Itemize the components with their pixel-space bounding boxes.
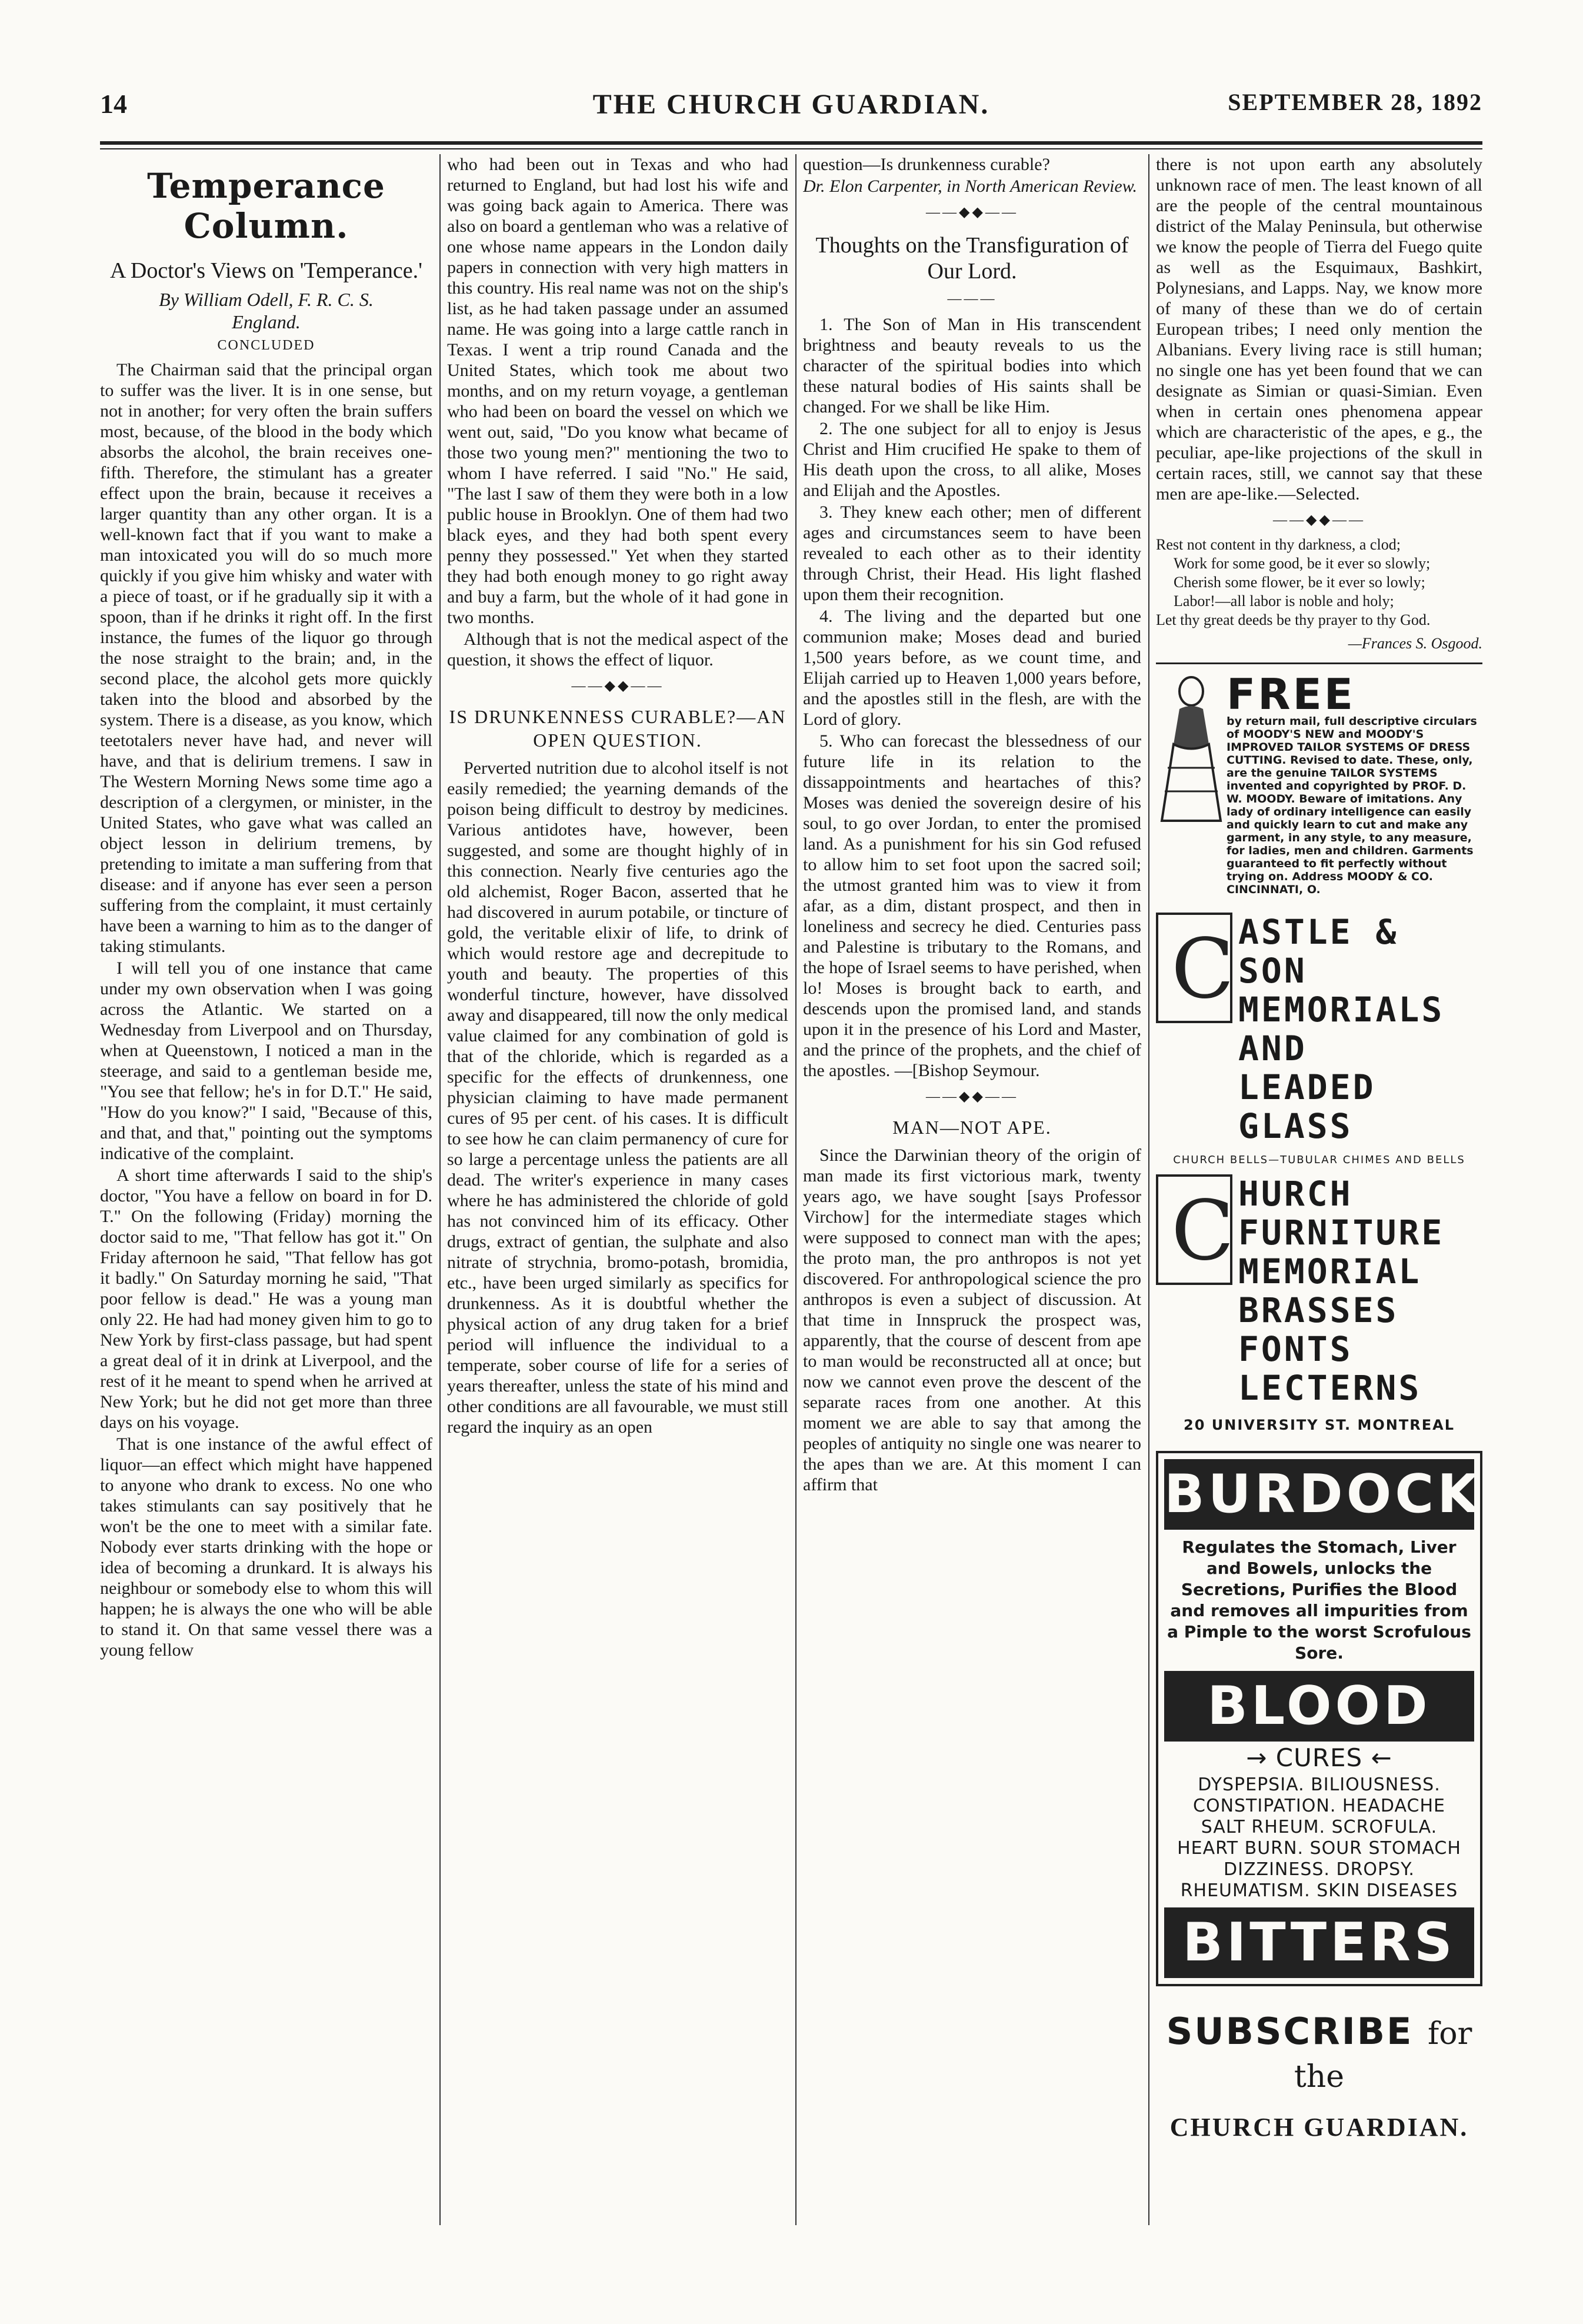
burdock-name: BURDOCK <box>1164 1459 1474 1530</box>
column-divider <box>1148 154 1149 2225</box>
poem-line: Let thy great deeds be thy prayer to thy God. <box>1156 611 1431 628</box>
ad-burdock-blood-bitters <box>1156 1451 1482 1986</box>
ornament-divider: ——◆◆—— <box>926 205 1018 220</box>
cures-list-item: DYSPEPSIA. BILIOUSNESS. <box>1198 1774 1441 1795</box>
paragraph: Although that is not the medical aspect of the question, it shows the effect of liquor. <box>447 630 788 670</box>
newspaper-title: THE CHURCH GUARDIAN. <box>592 89 990 120</box>
issue-date: SEPTEMBER 28, 1892 <box>1228 89 1482 115</box>
subscribe-notice <box>1156 2010 1482 2096</box>
paragraph: 5. Who can forecast the blessedness of our future life in its relation to the dissappointments and heartaches of this? Moses was denied the sovereign desire of his soul, to go over Jordan, to enter the promised land. As a punishment for his sin God refused to allow him to set foot upon the sacred soil; the utmost granted him was to view it from afar, as a dim, distant prospect, and then in loneliness and secrecy he died. Centuries pass and Palestine is tributary to the Romans, and the hope of Israel seems to have perished, when lo! Moses is brought back to earth, and descends upon the promised land, and stands upon it in the presence of his Lord and Master, and the prince of the prophets, and the chief of the apostles. —[Bishop Seymour. <box>803 731 1141 1080</box>
dress-figure-icon <box>1156 674 1227 827</box>
article-title: Thoughts on the Transfiguration of Our Lord. <box>815 233 1129 284</box>
paragraph: That is one instance of the awful effect of liquor—an effect which might have happened to anyone who drank to excess. No one who takes stimulants can say positively that he won't be the one to meet with a similar fate. Nobody ever starts drinking with the hope or idea of becoming a drunkard. It is always his neighbour or somebody else to whom this will happen; he is always the one who will be able to stand it. On that same vessel there was a young fellow <box>100 1434 432 1660</box>
paragraph: there is not upon earth any absolutely unknown race of men. The least known of all are the people of the central mountainous district of the Malay Peninsula, but otherwise we know the people of Tierra del Fuego quite as well as the Esquimaux, Bashkirt, Polynesians, and Lapps. Nay, we know more of many of these than we do of certain European tribes; I need only mention the Albanians. Every living race is still human; no single one has yet been found that we can designate as Simian or quasi-Simian. Even when in certain ones phenomena appear which are characteristic of the apes, e g., the peculiar, ape-like projections of the skull in certain races, still, we cannot say that these men are ape-like.—Selected. <box>1156 155 1482 504</box>
free-headline: FREE <box>1227 670 1355 719</box>
ad-rule <box>1156 662 1482 664</box>
castle-address: 20 UNIVERSITY ST. MONTREAL <box>1184 1417 1455 1433</box>
poem-line: Labor!—all labor is noble and holy; <box>1174 592 1394 610</box>
free-ad-text: by return mail, full descriptive circulars of MOODY'S NEW and MOODY'S IMPROVED TAILOR SYSTEMS OF DRESS CUTTING. Revised to date. These, only, are the genuine TAILOR SYSTEMS invented and copyrighted by PROF. D. W. MOODY. Beware of imitations. Any lady of ordinary intelligence can easily and quickly learn to cut and make any garment, in any style, to any measure, for ladies, men and children. Garments guaranteed to fit perfectly without trying on. Address MOODY & CO. CINCINNATI, O. <box>1227 715 1477 896</box>
subscribe-for: for the <box>1294 2016 1472 2095</box>
poem-line: Work for some good, be it ever so slowly; <box>1174 555 1431 572</box>
paragraph: question—Is drunkenness curable? <box>803 155 1050 174</box>
paragraph: I will tell you of one instance that came under my own observation when I was going across the Atlantic. We started on a Wednesday from Liverpool and on Thursday, when at Queenstown, I noticed a man in the steerage, and said to a gentleman beside me, "You see that fellow; he's in for D.T." He said, "How do you know?" I said, "Because of this, and that, and that," pointing out the symptoms indicative of the complaint. <box>100 958 432 1163</box>
column-divider <box>439 154 441 2225</box>
article-place: England. <box>232 311 301 332</box>
cures-text: CURES <box>1275 1743 1363 1772</box>
subscribe-paper-name: CHURCH GUARDIAN. <box>1169 2113 1469 2142</box>
article-byline: By William Odell, F. R. C. S. <box>159 289 374 310</box>
cures-list-item: HEART BURN. SOUR STOMACH <box>1177 1838 1461 1859</box>
poem-author: —Frances S. Osgood. <box>1348 635 1482 652</box>
castle-line-4: HURCH FURNITURE <box>1238 1174 1445 1253</box>
cures-list-item: RHEUMATISM. SKIN DISEASES <box>1180 1880 1458 1901</box>
blood-name: BLOOD <box>1164 1671 1474 1742</box>
castle-line-5: MEMORIAL BRASSES <box>1238 1251 1422 1330</box>
cures-label: → CURES ← <box>1246 1743 1392 1772</box>
ad-castle-son <box>1156 913 1482 1433</box>
column-2 <box>447 154 788 2225</box>
column-divider <box>795 154 797 2225</box>
letter-c-ornament-icon <box>1156 1174 1232 1285</box>
paragraph: Perverted nutrition due to alcohol itself is not easily remedied; the yearning demands of the poison being difficult to destroy by medicines. Various antidotes have, however, been suggested, and some are thought highly of in this connection. Nearly five centuries ago the old alchemist, Roger Bacon, asserted that he had discovered in aurum potabile, or tincture of gold, the veritable elixir of life, to drink of which would restore age and decrepitude to youth and beauty. The properties of this wonderful tincture, however, have dissolved away and disappeared, till now the only medical value claimed for any combination of gold is that of the chloride, which is regarded as a specific for the effects of drunkenness, one physician claiming to have made permanent cures of 95 per cent. of his cases. It is difficult to see how he can claim permanency of cure for so large a percentage unless the patients are all dead. The writer's experience in many cases where he has administered the chloride of gold has not convinced him of its efficacy. Other drugs, extract of gentian, the sulphate and also nitrate of strychnia, bromo-potash, bromidia, etc., have been urged similarly as specifics for drunkenness. As it is doubtful whether the physical action of any drug taken for a brief period will influence the individual to a temperate, sober course of life for a series of years thereafter, unless the state of his mind and other conditions are all favourable, we must still regard the inquiry as an open <box>447 758 788 1437</box>
burdock-text: Regulates the Stomach, Liver and Bowels, unlocks the Secretions, Purifies the Blood and removes all impurities from a Pimple to the worst Scrofulous Sore. <box>1167 1537 1471 1663</box>
cures-list-item: SALT RHEUM. SCROFULA. <box>1201 1817 1438 1837</box>
paragraph: who had been out in Texas and who had returned to England, but had lost his wife and was going back again to America. There was also on board a gentleman who was a relative of one whose name appears in the London daily papers in connection with very high matters in this country. His real name was not on the ship's list, as he had taken passage under an assumed name. He was going into a large cattle ranch in Texas. I went a trip round Canada and the United States, which took me about two months, and on my return voyage, a gentleman who had been on board the vessel on which we went out, said, "Do you know what became of those two young men?" mentioning the two to whom I have referred. I said "No." He said, "The last I saw of them they were both in a low public house in Brooklyn. One of them had two black eyes, and they had both spent every penny they possessed." Yet when they started they had both enough money to go right away and buy a farm, but the whole of it had gone in two months. <box>447 155 788 627</box>
poem-line: Rest not content in thy darkness, a clod; <box>1156 536 1401 553</box>
article-status: CONCLUDED <box>217 338 315 353</box>
ornament-divider: ——◆◆—— <box>926 1089 1018 1104</box>
poem-line: Cherish some flower, be it ever so lowly; <box>1174 574 1425 591</box>
article-title: MAN—NOT APE. <box>892 1117 1052 1138</box>
paragraph: Since the Darwinian theory of the origin of man made its first victorious mark, twenty years ago, we have sought [says Professor Virchow] for the intermediate stages which were supposed to connect man with the apes; the proto man, the pro anthropos is not yet discovered. For anthropological science the pro anthropos is even a subject of discussion. At that time in Innspruck the prospect was, apparently, that the course of descent from ape to man would be reconstructed all at once; but now we cannot even prove the descent of the separate races from one another. At this moment we are able to say that among the peoples of antiquity no single one was nearer to the apes than we are. At this moment I can affirm that <box>803 1146 1141 1494</box>
ornament-divider: ——◆◆—— <box>571 678 664 694</box>
castle-subline: CHURCH BELLS—TUBULAR CHIMES AND BELLS <box>1173 1154 1465 1166</box>
paragraph: 4. The living and the departed but one communion make; Moses dead and buried 1,500 years before, as we count time, and Elijah carried up to Heaven 1,000 years before, and the apostles still in the flesh, are with the Lord of glory. <box>803 607 1141 729</box>
cures-list-item: DIZZINESS. DROPSY. <box>1224 1859 1415 1880</box>
column-3 <box>803 154 1141 2225</box>
header-rule-thin <box>100 148 1482 149</box>
article-title: A Doctor's Views on 'Temperance.' <box>110 258 422 283</box>
paragraph: A short time afterwards I said to the ship's doctor, "You have a fellow on board in for D. T." On the following (Friday) morning the doctor said to me, "That fellow has got it." On Friday afternoon he said, "That fellow has got it badly." On Saturday morning he said, "That poor fellow is dead." He was a young man only 22. He had had money given him to go to New York by first-class passage, but had spent a great deal of it in drink at Liverpool, and the rest of it he meant to spend when he arrived at New York; but he did not get more than three days on his voyage. <box>100 1166 432 1432</box>
castle-line-3: LEADED GLASS <box>1238 1067 1376 1146</box>
column-1 <box>100 154 432 2225</box>
letter-c-ornament-icon <box>1156 913 1232 1023</box>
bitters-name: BITTERS <box>1164 1907 1474 1978</box>
article-title: IS DRUNKENNESS CURABLE?—AN OPEN QUESTION. <box>449 706 786 751</box>
ad-free-circulars <box>1156 670 1482 896</box>
paragraph: 3. They knew each other; men of different ages and circumstances seem to have been revealed to each other as to their identity through Christ, their Head. His light flashed upon them their recognition. <box>803 502 1141 604</box>
ornament-divider: ——◆◆—— <box>1273 512 1365 528</box>
svg-text:C: C <box>1171 1183 1230 1278</box>
cures-list-item: CONSTIPATION. HEADACHE <box>1193 1796 1445 1816</box>
section-title: Temperance Column. <box>147 166 385 246</box>
page-number: 14 <box>100 89 127 119</box>
castle-line-2: MEMORIALS AND <box>1238 990 1445 1068</box>
subscribe-word: SUBSCRIBE <box>1166 2010 1414 2053</box>
attribution: Dr. Elon Carpenter, in North American Review. <box>803 177 1138 196</box>
column-4 <box>1156 154 1482 2225</box>
paragraph: 2. The one subject for all to enjoy is Jesus Christ and Him crucified He spake to them of His death upon the cross, to all alike, Moses and Elijah and the Apostles. <box>803 419 1141 500</box>
poem <box>1156 535 1482 653</box>
small-divider: ——— <box>947 291 997 307</box>
paragraph: 1. The Son of Man in His transcendent brightness and beauty reveals to us the character of the spiritual bodies into which these natural bodies of His saints shall be changed. For we shall be like Him. <box>803 315 1141 417</box>
svg-text:C: C <box>1171 921 1230 1016</box>
header-rule <box>100 141 1482 145</box>
castle-line-1: ASTLE & SON <box>1238 912 1399 991</box>
castle-line-6: FONTS LECTERNS <box>1238 1329 1422 1408</box>
paragraph: The Chairman said that the principal organ to suffer was the liver. It is in one sense, but not in another; for very often the brain suffers most, because, of the blood in the body which absorbs the alcohol, the brain receives one-fifth. Therefore, the stimulant has a greater effect upon the brain, because it receives a larger quantity than any other organ. It is a well-known fact that if you want to make a man intoxicated you will do so much more quickly if you give him whisky and water with a piece of toast, or if he gradually sip it with a spoon, than if he drinks it right off. In the first instance, the fumes of the liquor go through the nose straight to the brain; and, in the second place, the alcohol gets more quickly taken into the blood and absorbed by the system. There is a disease, as you know, which teetotalers never have had, and never will have, and that is delirium tremens. I saw in The Western Morning News some time ago a description of a clergymen, or minister, in the United States, who gave what was called an object lesson in delirium tremens, by pretending to imitate a man suffering from that disease: and if anyone has ever seen a person suffering from the complaint, it must certainly have been a warning to him as to the danger of taking stimulants. <box>100 360 432 956</box>
